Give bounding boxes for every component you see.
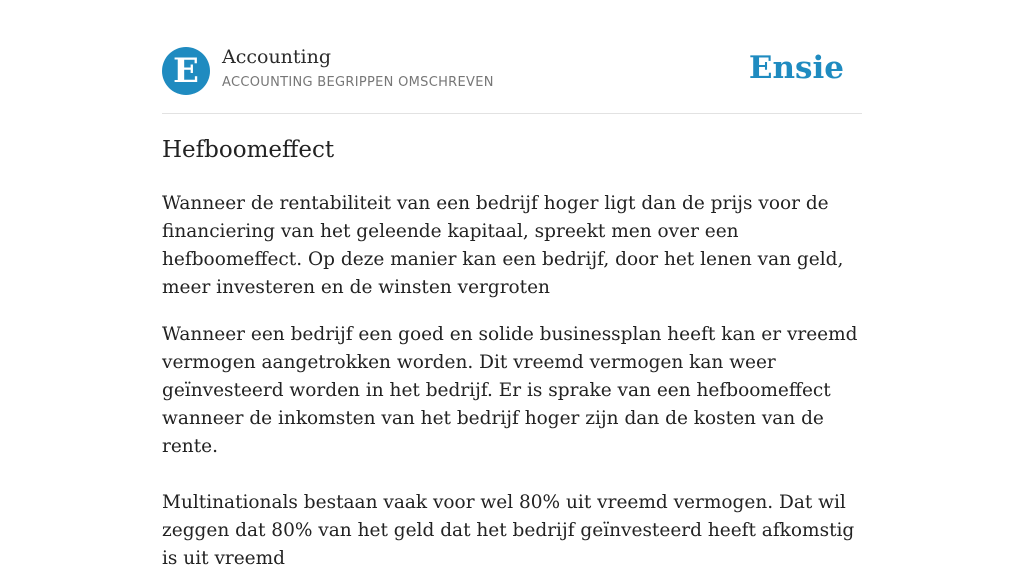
article-summary: Wanneer de rentabiliteit van een bedrijf hoger ligt dan de prijs voor de financiering van het geleende kapitaal, spreekt men over een hefboomeffect. Op deze manier kan een bedrijf, door het lenen van geld, meer investeren en de winsten vergroten <box>162 193 844 298</box>
article-paragraph: Multinationals bestaan vaak voor wel 80% uit vreemd vermogen. Dat wil zeggen dat 80% van het geld dat het bedrijf geïnvesteerd heeft afkomstig is uit vreemd <box>162 492 855 569</box>
page-title: Hefboomeffect <box>162 137 335 163</box>
header-divider <box>162 113 862 114</box>
article-paragraph: Wanneer een bedrijf een goed en solide businessplan heeft kan er vreemd vermogen aangetrokken worden. Dit vreemd vermogen kan weer geïnvesteerd worden in het bedrijf. Er is sprake van een hefboomeffect wanneer de inkomsten van het bedrijf hoger zijn dan de kosten van de rente. <box>162 324 858 457</box>
site-logo[interactable]: E <box>162 47 210 95</box>
site-subtitle: ACCOUNTING BEGRIPPEN OMSCHREVEN <box>222 75 494 90</box>
brand-logo[interactable]: Ensie <box>748 50 844 86</box>
site-name[interactable]: Accounting <box>222 46 332 68</box>
article-body <box>162 190 862 573</box>
site-header <box>162 46 862 96</box>
